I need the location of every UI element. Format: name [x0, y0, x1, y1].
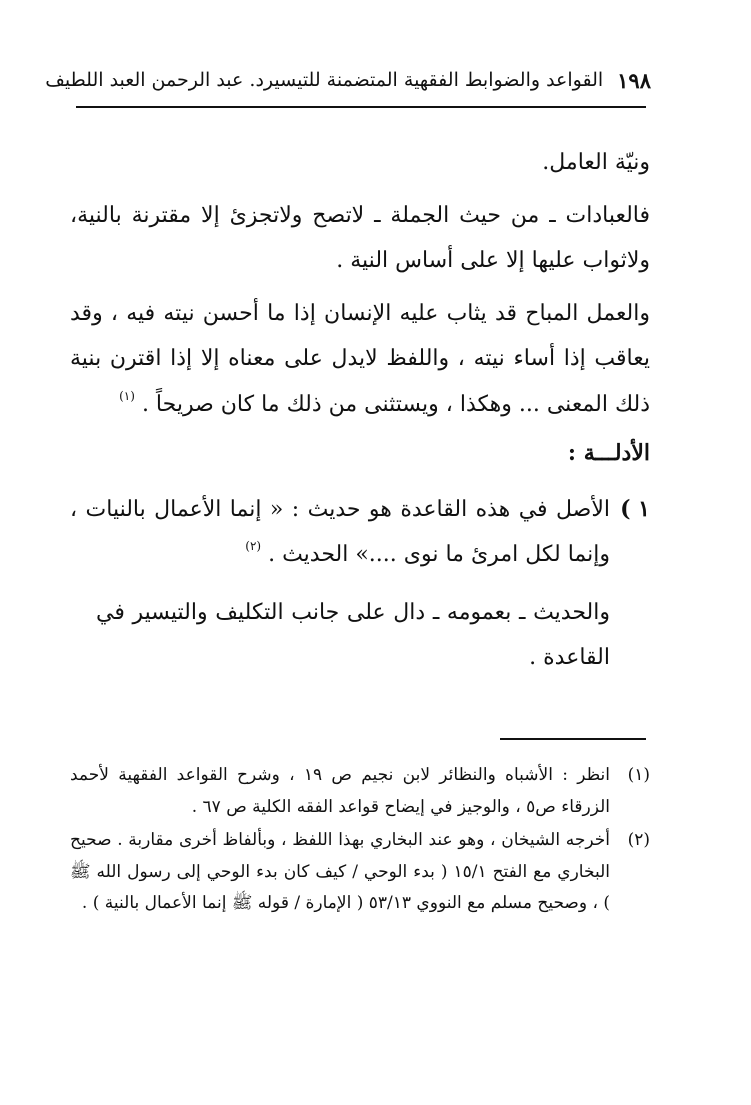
running-header-right [264, 68, 651, 93]
paragraph-1: ونيّة العامل. [542, 150, 650, 175]
main-text [70, 140, 650, 681]
footnote-1 [70, 760, 650, 823]
evidence-item-1 [70, 487, 650, 578]
header-rule [76, 106, 646, 108]
footnote-ref-2[interactable]: (٢) [245, 539, 262, 553]
paragraph-3-text: والعمل المباح قد يثاب عليه الإنسان إذا ما أحسن نيته فيه ، وقد يعاقب إذا أساء نيته ، واللفظ لايدل على معناه إلا إذا اقترن بنية ذلك المعنى ... وهكذا ، ويستثنى من ذلك ما كان صريحاً . [70, 300, 650, 417]
footnote-number: (٢) [627, 830, 650, 850]
running-header [45, 62, 651, 98]
footnote-text: انظر : الأشباه والنظائر لابن نجيم ص ١٩ ، وشرح القواعد الفقهية لأحمد الزرقاء ص٥ ، والوجيز في إيضاح قواعد الفقه الكلية ص ٦٧ . [70, 765, 610, 817]
author-name: د. عبد الرحمن العبد اللطيف [45, 69, 264, 91]
evidence-item-1-text: الأصل في هذه القاعدة هو حديث : « إنما الأعمال بالنيات ، وإنما لكل امرئ ما نوى ....» الحديث . [70, 496, 610, 567]
footnote-text: أخرجه الشيخان ، وهو عند البخاري بهذا اللفظ ، وبألفاظ أخرى مقاربة . صحيح البخاري مع الفتح ١٥/١ ( بدء الوحي / كيف كان بدء الوحي إلى رسول الله ﷺ ) ، وصحيح مسلم مع النووي ٥٣/١٣ ( الإمارة / قوله ﷺ إنما الأعمال بالنية ) . [70, 830, 610, 913]
paragraph-4: والحديث ـ بعمومه ـ دال على جانب التكليف والتيسير في القاعدة . [96, 599, 610, 670]
footnotes [70, 760, 650, 922]
evidence-item-number: ١ ) [620, 495, 650, 522]
evidence-heading: الأدلـــة : [567, 440, 650, 466]
footnote-ref-1[interactable]: (١) [119, 388, 135, 403]
paragraph-3 [70, 291, 650, 428]
footnote-separator [500, 738, 646, 740]
page-number: ١٩٨ [617, 67, 651, 93]
footnote-number: (١) [627, 765, 650, 785]
evidence-item-text [70, 487, 610, 578]
footnote-2 [70, 825, 650, 920]
paragraph-2: فالعبادات ـ من حيث الجملة ـ لاتصح ولاتجزئ إلا مقترنة بالنية، ولاثواب عليها إلا على أساس النية . [70, 202, 650, 273]
book-title: القواعد والضوابط الفقهية المتضمنة للتيسير [263, 69, 604, 91]
